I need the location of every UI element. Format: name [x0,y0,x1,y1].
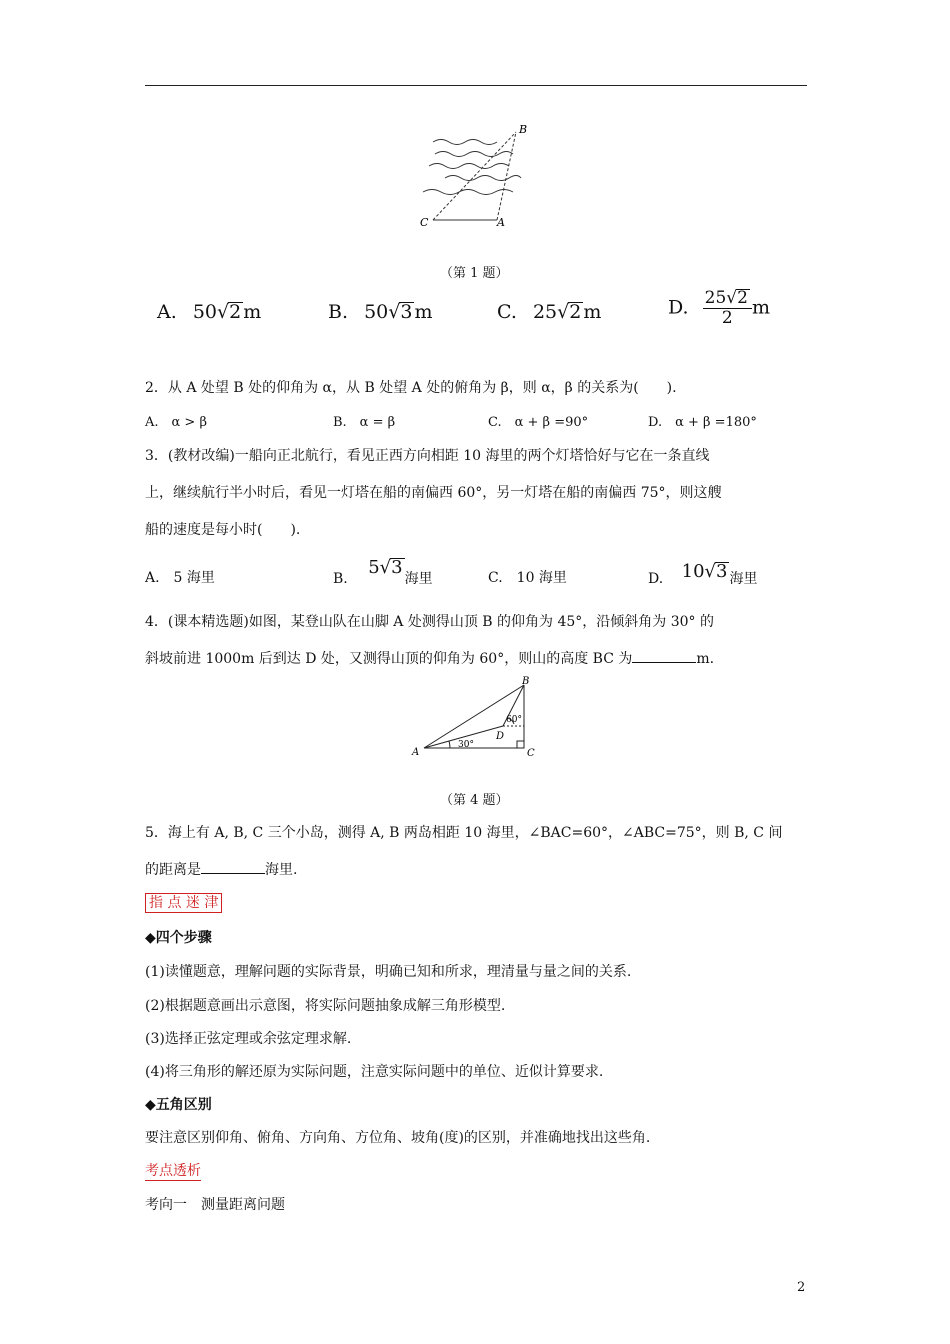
figure-1-caption: （第 1 题） [440,266,509,281]
figure-4-caption: （第 4 题） [440,793,509,808]
q4-line-1: 4．(课本精选题)如图，某登山队在山脚 A 处测得山顶 B 的仰角为 45°，沿倾斜角为 30° 的 [145,614,715,630]
q3-option-d[interactable]: D. 10√3 海里 [648,561,758,587]
label-a: A [412,747,420,758]
q1-option-c[interactable]: C. 25√2 m [497,301,602,323]
wave-line [435,152,513,157]
step-2: (2)根据题意画出示意图，将实际问题抽象成解三角形模型. [145,998,506,1014]
step-1: (1)读懂题意，理解问题的实际背景，明确已知和所求，理清量与量之间的关系. [145,964,632,980]
angle-arc-30 [449,741,450,748]
wave-line [445,176,521,181]
line-cb [433,132,516,220]
q2-option-a[interactable]: A. α > β [145,415,207,430]
header-rule [145,85,807,86]
label-b: B [519,123,528,136]
q3-line-1: 3．(教材改编)一船向正北航行，看见正西方向相距 10 海里的两个灯塔恰好与它在一条直线 [145,448,710,464]
fraction: $\frac{25√2}{2}$ [703,289,752,328]
q2-option-d[interactable]: D. α + β =180° [648,415,757,430]
q3-option-c[interactable]: C. 10 海里 [488,570,567,586]
q5-line-1: 5．海上有 A, B, C 三个小岛，测得 A, B 两岛相距 10 海里，∠BAC=60°，∠ABC=75°，则 B, C 间 [145,825,783,841]
label-a: A [497,216,505,229]
q3-option-b[interactable]: B. 5√3海里 [333,557,433,587]
q3-d-value: 10√3 [681,561,728,582]
step-4: (4)将三角形的解还原为实际问题，注意实际问题中的单位、近似计算要求. [145,1064,604,1080]
answer-blank[interactable] [201,861,265,874]
angles-text: 要注意区别仰角、俯角、方向角、方位角、坡角(度)的区别，并准确地找出这些角. [145,1130,651,1146]
sqrt-symbol: √2 [557,301,582,323]
q1-option-a[interactable]: A. 50√2 m [157,301,262,323]
q5-line-2: 的距离是 海里. [145,862,298,878]
q3-line-2: 上，继续航行半小时后，看见一灯塔在船的南偏西 60°，另一灯塔在船的南偏西 75°，则这艘 [145,485,722,501]
q3-b-value: 5√3 [368,557,403,578]
q3-line-3: 船的速度是每小时( ). [145,522,301,538]
q2-stem: 2．从 A 处望 B 处的仰角为 α，从 B 处望 A 处的俯角为 β，则 α，β 的关系为( ). [145,380,677,396]
label-d: D [496,731,505,742]
label-c: C [527,748,535,759]
label-b: B [522,676,530,687]
steps-title: ◆四个步骤 [145,930,212,946]
answer-blank[interactable] [632,650,696,663]
q1-option-d[interactable]: D. $\frac{25√2}{2}$ m [668,288,770,328]
tips-heading: 指 点 迷 津 [145,892,222,913]
q2-option-c[interactable]: C. α + β =90° [488,415,589,430]
q2-option-b[interactable]: B. α = β [333,415,396,430]
q4-line-2: 斜坡前进 1000m 后到达 D 处，又测得山顶的仰角为 60°，则山的高度 BC 为 m. [145,651,715,667]
q1-option-b[interactable]: B. 50√3 m [328,301,433,323]
sqrt-symbol: √3 [388,301,413,323]
right-angle-mark [517,741,524,748]
wave-line [423,190,513,195]
direction-one: 考向一 测量距离问题 [145,1197,285,1213]
figure-4-diagram [410,676,540,760]
angle-label-60: 60° [506,715,522,725]
q3-option-a[interactable]: A. 5 海里 [145,570,215,586]
angle-label-30: 30° [458,740,474,750]
wave-line [433,140,497,145]
wave-line [429,164,509,169]
label-c: C [420,216,429,229]
sqrt-symbol: √2 [217,301,242,323]
analysis-heading: 考点透析 [145,1163,201,1179]
figure-1-diagram [415,120,535,230]
angles-title: ◆五角区别 [145,1097,212,1113]
step-3: (3)选择正弦定理或余弦定理求解. [145,1031,352,1047]
page-number: 2 [797,1280,806,1295]
